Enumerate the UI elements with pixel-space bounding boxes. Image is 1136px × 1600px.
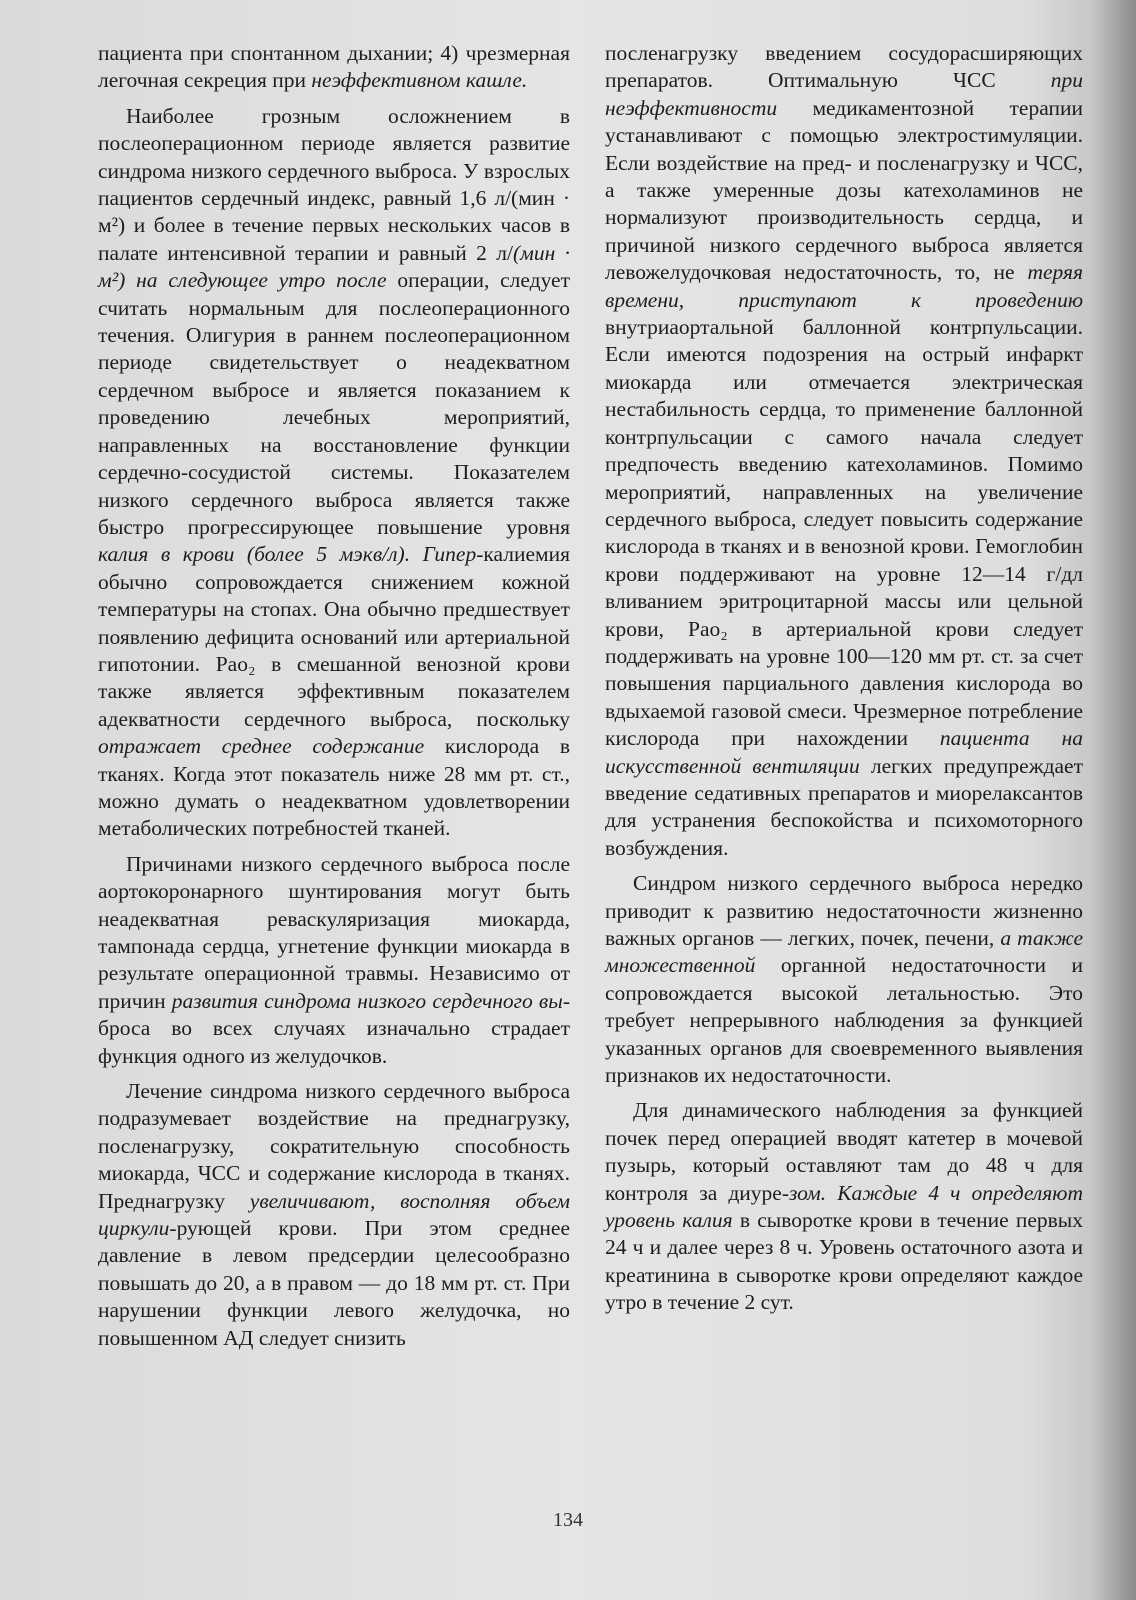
paragraph (605, 40, 1083, 862)
page-number: 134 (553, 1509, 583, 1531)
text-run: кислорода в тканях. Когда этот показатель ниже 28 мм рт. ст., можно думать о неадекватном удовлетворении метаболических потребностей тканей. (98, 734, 570, 841)
paragraph (98, 40, 570, 95)
text-run: рующей крови. При этом среднее давление в левом предсердии целесообразно повышать до 20, а в правом — до 18 мм рт. ст. При нарушении функции левого желудочка, но повышенном АД следует снизить (98, 1216, 570, 1350)
paragraph (98, 103, 570, 843)
italic-text: при неэффективности (605, 68, 1083, 120)
text-run: операции, следует считать нормальным для послеоперационного течения. Олигурия в раннем послеоперационном периоде свидетельствует о неадекватном сердечном выбросе и является показанием к проведению лечебных мероприятий, направленных на восстановление функции сердечно-сосудистой системы. Показателем низкого сердечного выброса является также быстро прогрессирующее повышение уровня (98, 268, 570, 539)
text-run: органной недостаточности и сопровождается высокой летальностью. Это требует непрерывного наблюдения за функцией указанных органов для своевременного выявления признаков их недостаточности. (605, 953, 1083, 1088)
italic-text: неэффективном кашле. (311, 68, 528, 93)
italic-text: калия в крови (более 5 мэкв/л). Гипер- (98, 542, 484, 567)
text-run: калиемия обычно сопровождается снижением кожной температуры на стопах. Она обычно предшествует появлению дефицита оснований или артериальной гипотонии. Pao₂ в смешанной венозной крови также является эффективным показателем адекватности сердечного выброса, поскольку (98, 542, 570, 731)
text-run: легких предупреждает введение седативных препаратов и миорелаксантов для устранения беспокойства и психомоторного возбуждения. (605, 753, 1083, 860)
text-run: Синдром низкого сердечного выброса нередко приводит к развитию недостаточности жизненно важных органов — легких, почек, печени, (605, 871, 1083, 950)
paragraph (605, 870, 1083, 1089)
italic-text: зом. Каждые 4 ч определяют уровень калия (605, 1180, 1083, 1233)
text-run: броса во всех случаях изначально страдает функция одного из желудочков. (98, 1016, 570, 1068)
left-column (98, 40, 570, 1352)
italic-text: теряя времени, приступают к проведению (605, 260, 1083, 312)
text-run: пациента при спонтанном дыхании; 4) чрезмерная легочная секреция при (98, 41, 570, 93)
text-run: Лечение синдрома низкого сердечного выброса подразумевает воздействие на преднагрузку, посленагрузку, сократительную способность миокарда, ЧСС и содержание кислорода в тканях. Преднагрузку (98, 1079, 570, 1213)
paragraph (605, 1097, 1083, 1316)
text-run: медикаментозной терапии устанавливают с помощью электростимуляции. Если воздействие на пред- и посленагрузку и ЧСС, а также умеренные дозы катехоламинов не нормализуют производительность сердца, и причиной низкого сердечного выброса является левожелудочковая недостаточность, то, не (605, 95, 1083, 285)
italic-text: отражает среднее содержание (98, 734, 425, 759)
text-run: в сыворотке крови в течение первых 24 ч и далее через 8 ч. Уровень остаточного азота и креатинина в сыворотке крови определяют каждое утро в течение 2 сут. (605, 1208, 1083, 1315)
right-column (605, 40, 1083, 1317)
text-run: внутриаортальной баллонной контрпульсации. Если имеются подозрения на острый инфаркт миокарда или отмечается электрическая нестабильность сердца, то применение баллонной контрпульсации с самого начала следует предпочесть введению катехоламинов. Помимо мероприятий, направленных на увеличение сердечного выброса, следует повысить содержание кислорода в тканях и в венозной крови. Гемоглобин крови поддерживают на уровне 12—14 г/дл вливанием эритроцитарной массы или цельной крови, Pao₂ в артериальной крови следует поддерживать на уровне 100—120 мм рт. ст. за счет повышения парциального давления кислорода во вдыхаемой газовой смеси. Чрезмерное потребление кислорода при нахождении (605, 315, 1083, 751)
text-run: посленагрузку введением сосудорасширяющих препаратов. Оптимальную ЧСС (605, 41, 1083, 93)
text-run: Причинами низкого сердечного выброса после аортокоронарного шунтирования могут быть неадекватная реваскуляризация миокарда, тампонада сердца, угнетение функции миокарда в результате операционной травмы. Независимо от причин (98, 851, 570, 1013)
italic-text: пациента на искусственной вентиляции (605, 726, 1083, 778)
paragraph (98, 1078, 570, 1352)
text-run: Для динамического наблюдения за функцией почек перед операцией вводят катетер в мочевой пузырь, который оставляют там до 48 ч для контроля за диуре- (605, 1098, 1083, 1205)
italic-text: развития синдрома низкого сердечного вы- (171, 988, 570, 1013)
paragraph (98, 851, 570, 1070)
italic-text: увеличивают, восполняя объем циркули- (98, 1188, 570, 1241)
italic-text: а также множественной (605, 926, 1083, 978)
italic-text: (мин · м²) на следующее утро после (98, 240, 571, 293)
text-run: Наиболее грозным осложнением в послеоперационном периоде является развитие синдрома низкого сердечного выброса. У взрослых пациентов сердечный индекс, равный 1,6 л/(мин · м²) и более в течение первых нескольких часов в палате интенсивной терапии и равный 2 л/ (98, 103, 570, 265)
